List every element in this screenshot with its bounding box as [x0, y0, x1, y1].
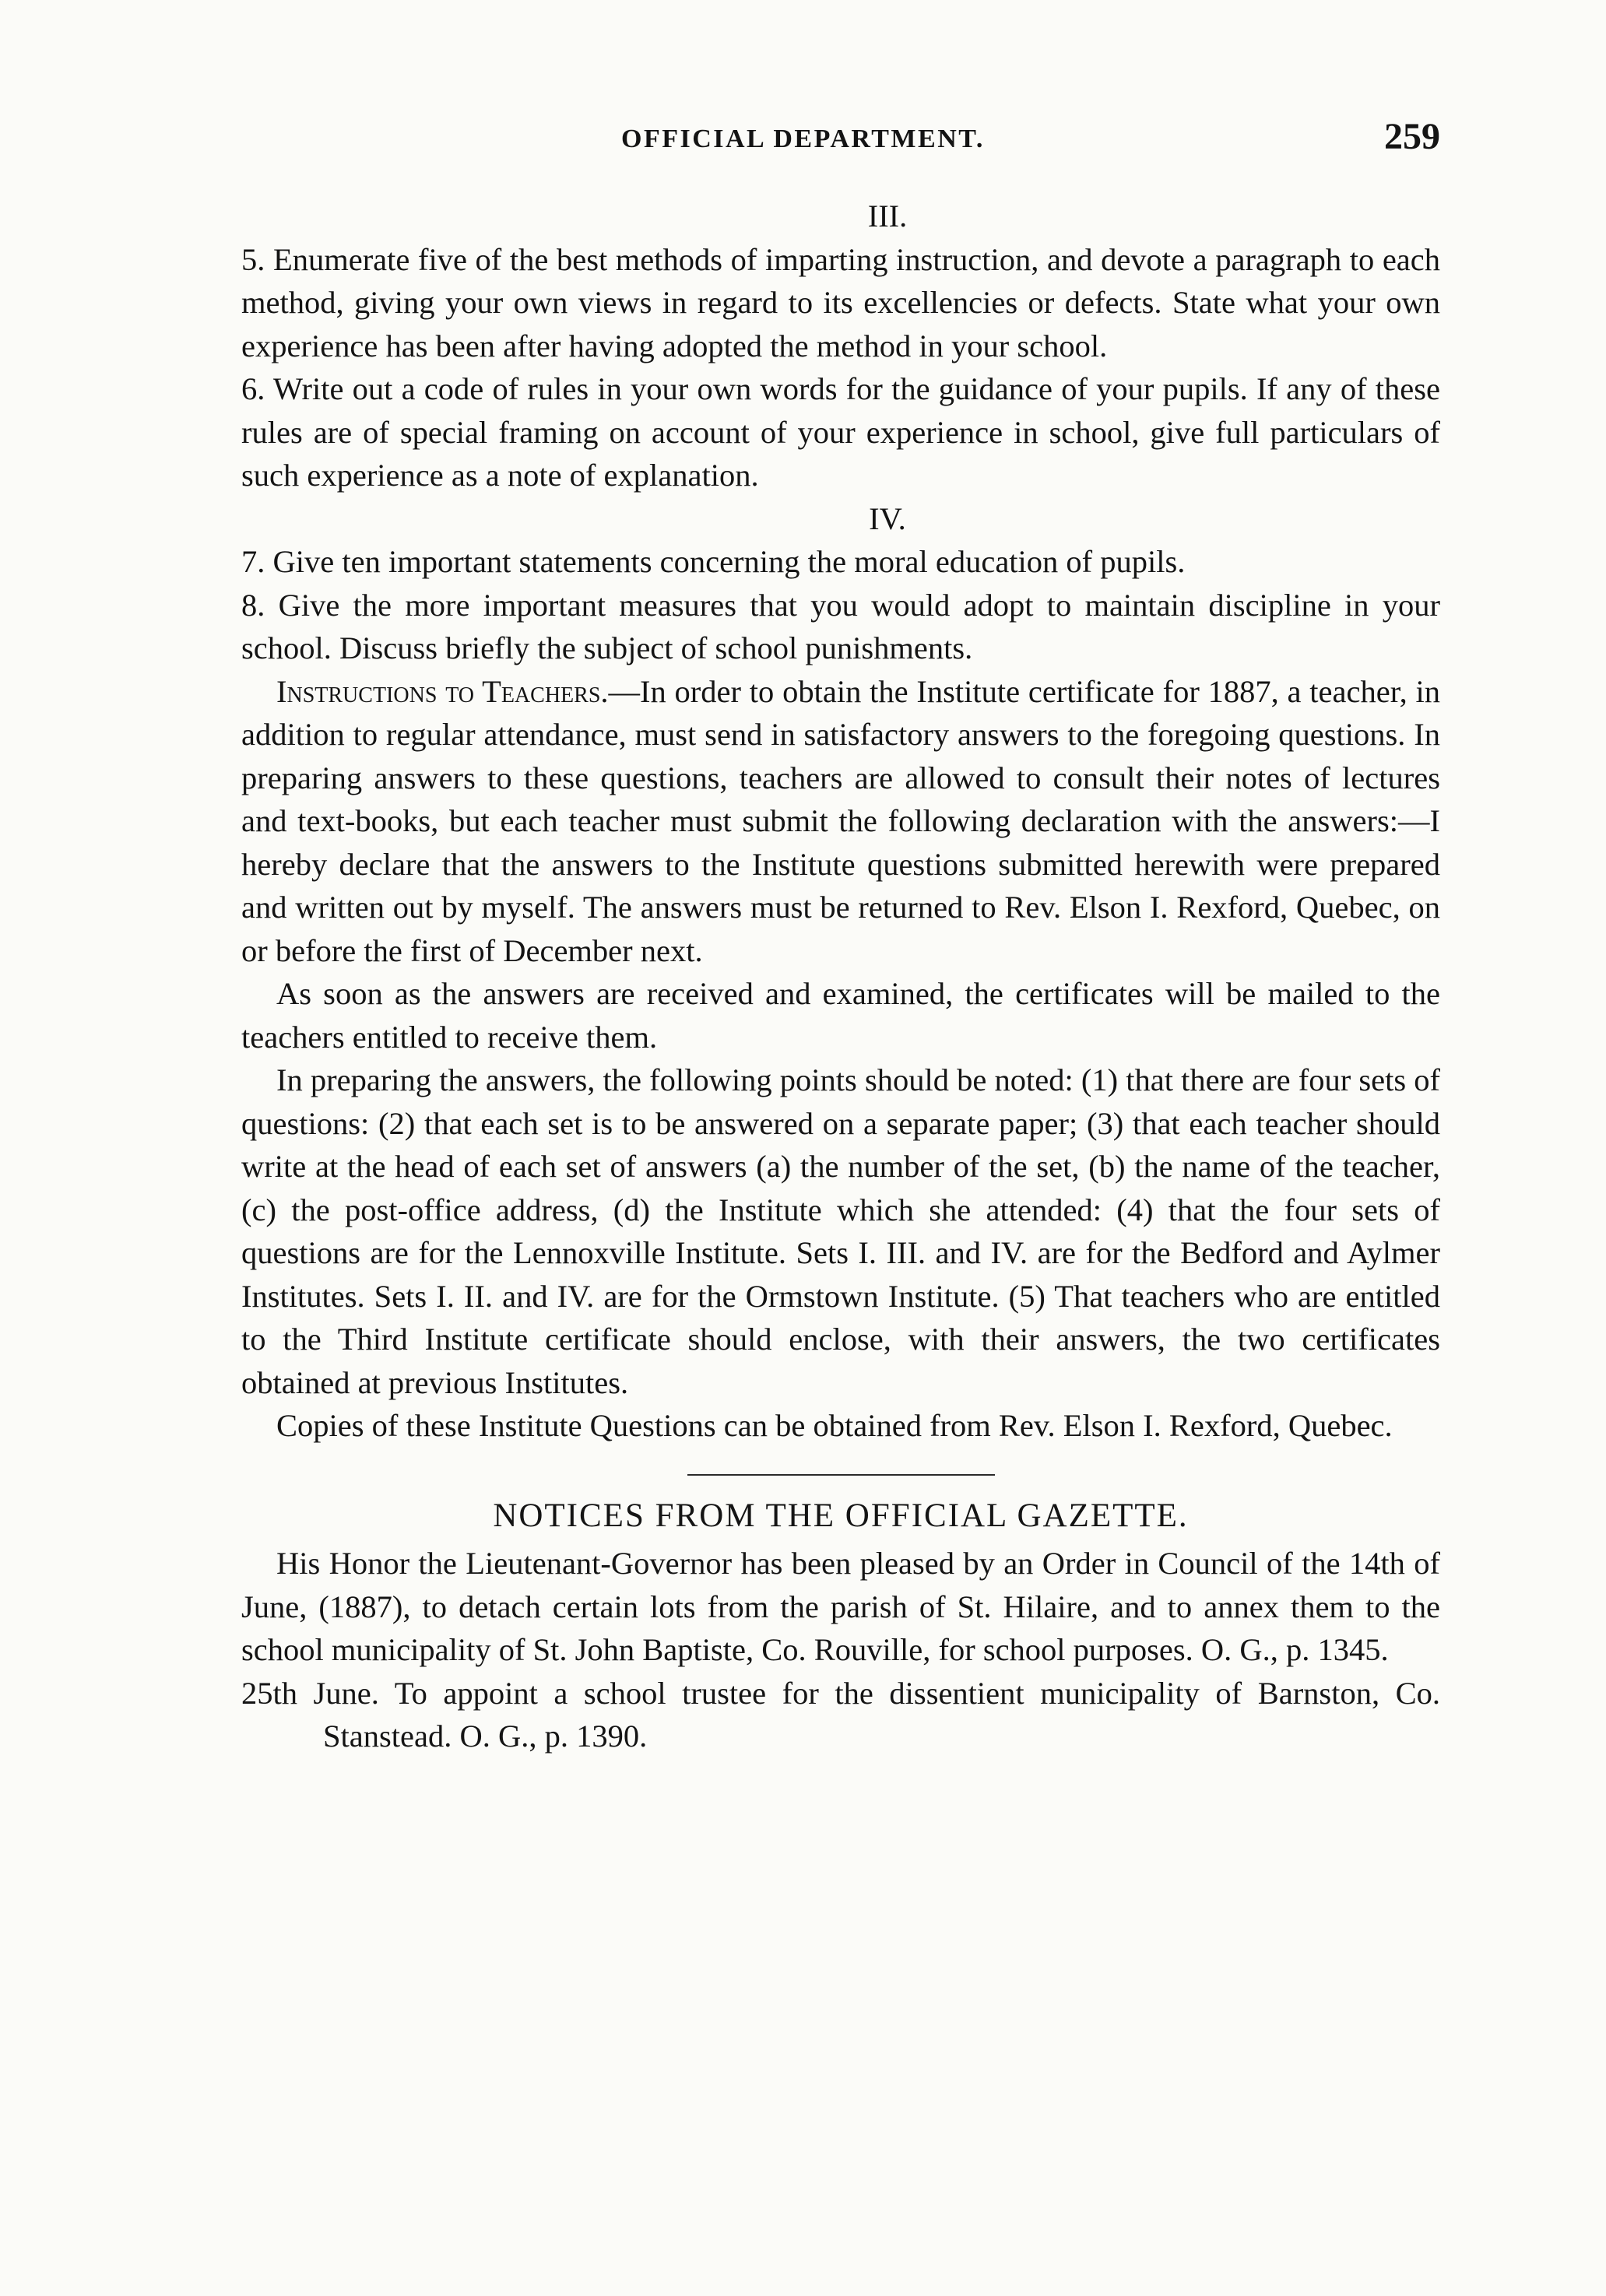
- question-8: 8. Give the more important measures that you would adopt to maintain discipline in your school. Discuss briefly the subject of school punishments.: [241, 587, 1440, 665]
- copies-paragraph: Copies of these Institute Questions can be obtained from Rev. Elson I. Rexford, Quebec.: [276, 1408, 1393, 1443]
- page-header: [241, 116, 1440, 170]
- page-number: 259: [1384, 116, 1440, 157]
- question-5: 5. Enumerate five of the best methods of imparting instruction, and devote a paragraph to each method, giving your own views in regard to its excellencies or defects. State what your own experience has been after having adopted the method in your school.: [241, 241, 1440, 363]
- section-mark-three: III.: [867, 198, 908, 233]
- notices-title: NOTICES FROM THE OFFICIAL GAZETTE.: [493, 1497, 1189, 1534]
- instructions-text: —In order to obtain the Institute certificate for 1887, a teacher, in addition to regular attendance, must send in satisfactory answers to the foregoing questions. In preparing answers to these questions, teachers are allowed to consult their notes of lectures and text-books, but each teacher must submit the following declaration with the answers:—I hereby declare that the answers to the Institute questions submitted herewith were prepared and written out by myself. The answers must be returned to Rev. Elson I. Rexford, Quebec, on or before the first of December next.: [241, 673, 1440, 968]
- page-body: [241, 195, 1440, 1758]
- notice-paragraph: His Honor the Lieutenant-Governor has been pleased by an Order in Council of the 14th of June, (1887), to detach certain lots from the parish of St. Hilaire, and to annex them to the school municipality of St. John Baptiste, Co. Rouville, for school purposes. O. G., p. 1345.: [241, 1546, 1440, 1667]
- instructions-heading: Instructions to Teachers.: [276, 673, 609, 709]
- question-6: 6. Write out a code of rules in your own words for the guidance of your pupils. If any of these rules are of special framing on account of your experience in school, give full particulars of such experience as a note of explanation.: [241, 371, 1440, 493]
- section-mark-four: IV.: [869, 500, 906, 536]
- certificates-paragraph: As soon as the answers are received and examined, the certificates will be mailed to the teachers entitled to receive them.: [241, 976, 1440, 1055]
- running-title: OFFICIAL DEPARTMENT.: [621, 125, 985, 153]
- section-divider: [687, 1474, 995, 1476]
- notice-entry: 25th June. To appoint a school trustee for the dissentient municipality of Barnston, Co. Stanstead. O. G., p. 1390.: [241, 1675, 1440, 1754]
- points-paragraph: In preparing the answers, the following points should be noted: (1) that there are four sets of questions: (2) that each set is to be answered on a separate paper; (3) that each teacher should write at the head of each set of answers (a) the number of the set, (b) the name of the teacher, (c) the post-office address, (d) the Institute which she attended: (4) that the four sets of questions are for the Lennoxville Institute. Sets I. III. and IV. are for the Bedford and Aylmer Institutes. Sets I. II. and IV. are for the Ormstown Institute. (5) That teachers who are entitled to the Third Institute certificate should enclose, with their answers, the two certificates obtained at previous Institutes.: [241, 1062, 1440, 1400]
- question-7: 7. Give ten important statements concerning the moral education of pupils.: [241, 544, 1186, 579]
- instructions-paragraph: [241, 670, 1440, 973]
